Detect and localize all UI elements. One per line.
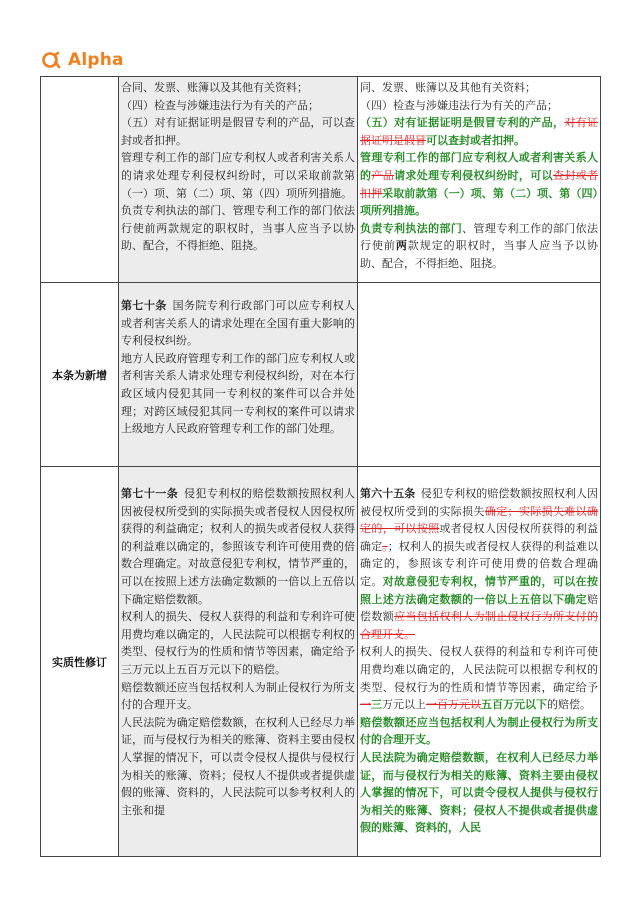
old-text-cell xyxy=(119,77,358,283)
paragraph xyxy=(360,220,598,273)
paragraph: （五）对有证据证明是假冒专利的产品，可以查封或者扣押。 xyxy=(121,116,355,147)
brand-header xyxy=(40,46,124,74)
added-text: 三 xyxy=(371,698,382,712)
paragraph: 赔偿数额还应当包括权利人为制止侵权行为所支付的合理开支。 xyxy=(121,680,355,712)
paragraph: （四）检查与涉嫌违法行为有关的产品； xyxy=(121,98,319,112)
added-text: 可以查封或者扣押。 xyxy=(426,133,525,147)
added-text: 请求处理专利侵权纠纷时，可以 xyxy=(394,168,553,182)
text: 侵犯专利权的赔偿数额按照权利人因被侵权所受到的实际损失或者侵权人因侵权所获得的利益确定；权利人的损失或者侵权人获得的利益难以确定的，参照该专利许可使用费的倍数合理确定。对故意侵犯专利权，情节严重的，可以在按照上述方法确定数额的一倍以上五倍以下确定赔偿数额。 xyxy=(121,487,355,606)
text: 侵犯专利权的赔偿数额按照权利人因被侵权所受到的实际损失 xyxy=(360,487,599,518)
table-row xyxy=(41,467,601,857)
paragraph: 地方人民政府管理专利工作的部门应专利权人或者利害关系人请求处理专利侵权纠纷，对在本行政区域内侵犯其同一专利权的案件可以合并处理；对跨区域侵犯其同一专利权的案件可以请求上级地方人民政府管理专利工作的部门处理。 xyxy=(121,351,355,436)
alpha-logo-icon xyxy=(40,49,62,71)
text: 款规定的职权时，当事人应当予以协助、配合，不得拒绝、阻挠。 xyxy=(360,239,599,270)
added-text: 对故意侵犯专利权，情节严重的，可以在按照上述方法确定数额的一倍以上五倍以下确定 xyxy=(360,574,599,606)
new-text-cell xyxy=(358,283,601,467)
added-text: 管理专利工作的部门应专利权人或者利害关系人的 xyxy=(360,151,598,182)
row-label: 实质性修订 xyxy=(41,467,119,857)
text: ；权利人的损失或者侵权人获得的利益难以确定的，参照该专利许可使用费的倍数合理确定。 xyxy=(360,539,599,588)
paragraph: 同、发票、账簿以及其他有关资料； xyxy=(360,81,536,94)
article-number: 第七十条 xyxy=(121,299,167,312)
paragraph xyxy=(121,297,355,350)
article-number: 第六十五条 xyxy=(360,487,416,500)
text: 、管理专利工作的部门依法行使前 xyxy=(360,221,599,253)
paragraph: 权利人的损失、侵权人获得的利益和专利许可使用费均难以确定的，人民法院可以根据专利权的类型、侵权行为的性质和情节等因素，确定给予三万元以上五百万元以下的赔偿。 xyxy=(121,610,355,676)
paragraph: 合同、发票、账簿以及其他有关资料； xyxy=(121,81,308,94)
new-text-cell xyxy=(358,467,601,857)
paragraph xyxy=(360,114,598,149)
text: 权利人的损失、侵权人获得的利益和专利许可使用费均难以确定的，人民法院可以根据专利权的类型、侵权行为的性质和情节等因素，确定给予 xyxy=(360,645,598,694)
paragraph: 负责专利执法的部门、管理专利工作的部门依法行使前两款规定的职权时，当事人应当予以协助、配合，不得拒绝、阻挠。 xyxy=(121,204,355,253)
deleted-text: 产品 xyxy=(371,168,395,182)
law-comparison-table xyxy=(40,76,601,857)
deleted-text: 对有证据证明是假冒 xyxy=(360,116,599,147)
bold-text: 两 xyxy=(395,239,408,253)
paragraph: 赔偿数额还应当包括权利人为制止侵权行为所支付的合理开支。 xyxy=(360,715,598,747)
paragraph xyxy=(121,485,355,608)
new-text-cell xyxy=(358,77,601,283)
added-text: 采取前款第（一）项、第（二）项、第（四）项所列措施。 xyxy=(360,186,599,218)
paragraph: 人民法院为确定赔偿数额，在权利人已经尽力举证，而与侵权行为相关的账簿、资料主要由侵权人掌握的情况下，可以责令侵权人提供与侵权行为相关的账簿、资料；侵权人不提供或者提供虚假的账簿、资料的，人民法院可以参考权利人的主张和提 xyxy=(121,715,355,817)
paragraph xyxy=(360,485,598,643)
old-text-cell xyxy=(119,283,358,467)
deleted-text: 应当包括权利人为制止侵权行为所支付的合理开支。 xyxy=(360,610,599,641)
paragraph: 管理专利工作的部门应专利权人或者利害关系人的请求处理专利侵权纠纷时，可以采取前款第（一）项、第（二）项、第（四）项所列措施。 xyxy=(121,151,355,200)
text: 赔偿数额 xyxy=(360,592,598,624)
added-text: （五）对有证据证明是假冒专利的产品， xyxy=(360,116,565,130)
deleted-text: 一 xyxy=(360,698,371,712)
text: 或者侵权人因侵权所获得的利益确定 xyxy=(360,522,599,553)
deleted-text: 一百万元以 xyxy=(426,698,481,712)
text: 万元以上 xyxy=(382,698,426,712)
paragraph: 人民法院为确定赔偿数额，在权利人已经尽力举证，而与侵权行为相关的账簿、资料主要由侵权人掌握的情况下，可以责令侵权人提供与侵权行为相关的账簿、资料；侵权人不提供或者提供虚假的账簿、资料的，人民 xyxy=(360,750,598,835)
deleted-text: 确定；实际损失难以确定的，可以按照 xyxy=(360,504,599,536)
deleted-text: 查封或者扣押 xyxy=(360,168,599,200)
row-label: 本条为新增 xyxy=(41,283,119,467)
paragraph xyxy=(360,643,598,713)
paragraph: （四）检查与涉嫌违法行为有关的产品； xyxy=(360,98,558,112)
added-text: 负责专利执法的部门 xyxy=(360,221,463,235)
deleted-text: 。 xyxy=(382,539,388,553)
table-row xyxy=(41,283,601,467)
brand-name: Alpha xyxy=(68,50,124,70)
table-row xyxy=(41,77,601,283)
old-text-cell xyxy=(119,467,358,857)
paragraph xyxy=(360,149,598,219)
row-label xyxy=(41,77,119,283)
article-number: 第七十一条 xyxy=(121,487,179,500)
text: 国务院专利行政部门可以应专利权人或者利害关系人的请求处理在全国有重大影响的专利侵权纠纷。 xyxy=(121,299,356,348)
text: 的赔偿。 xyxy=(547,698,591,712)
added-text: 五百万元以下 xyxy=(481,698,547,712)
